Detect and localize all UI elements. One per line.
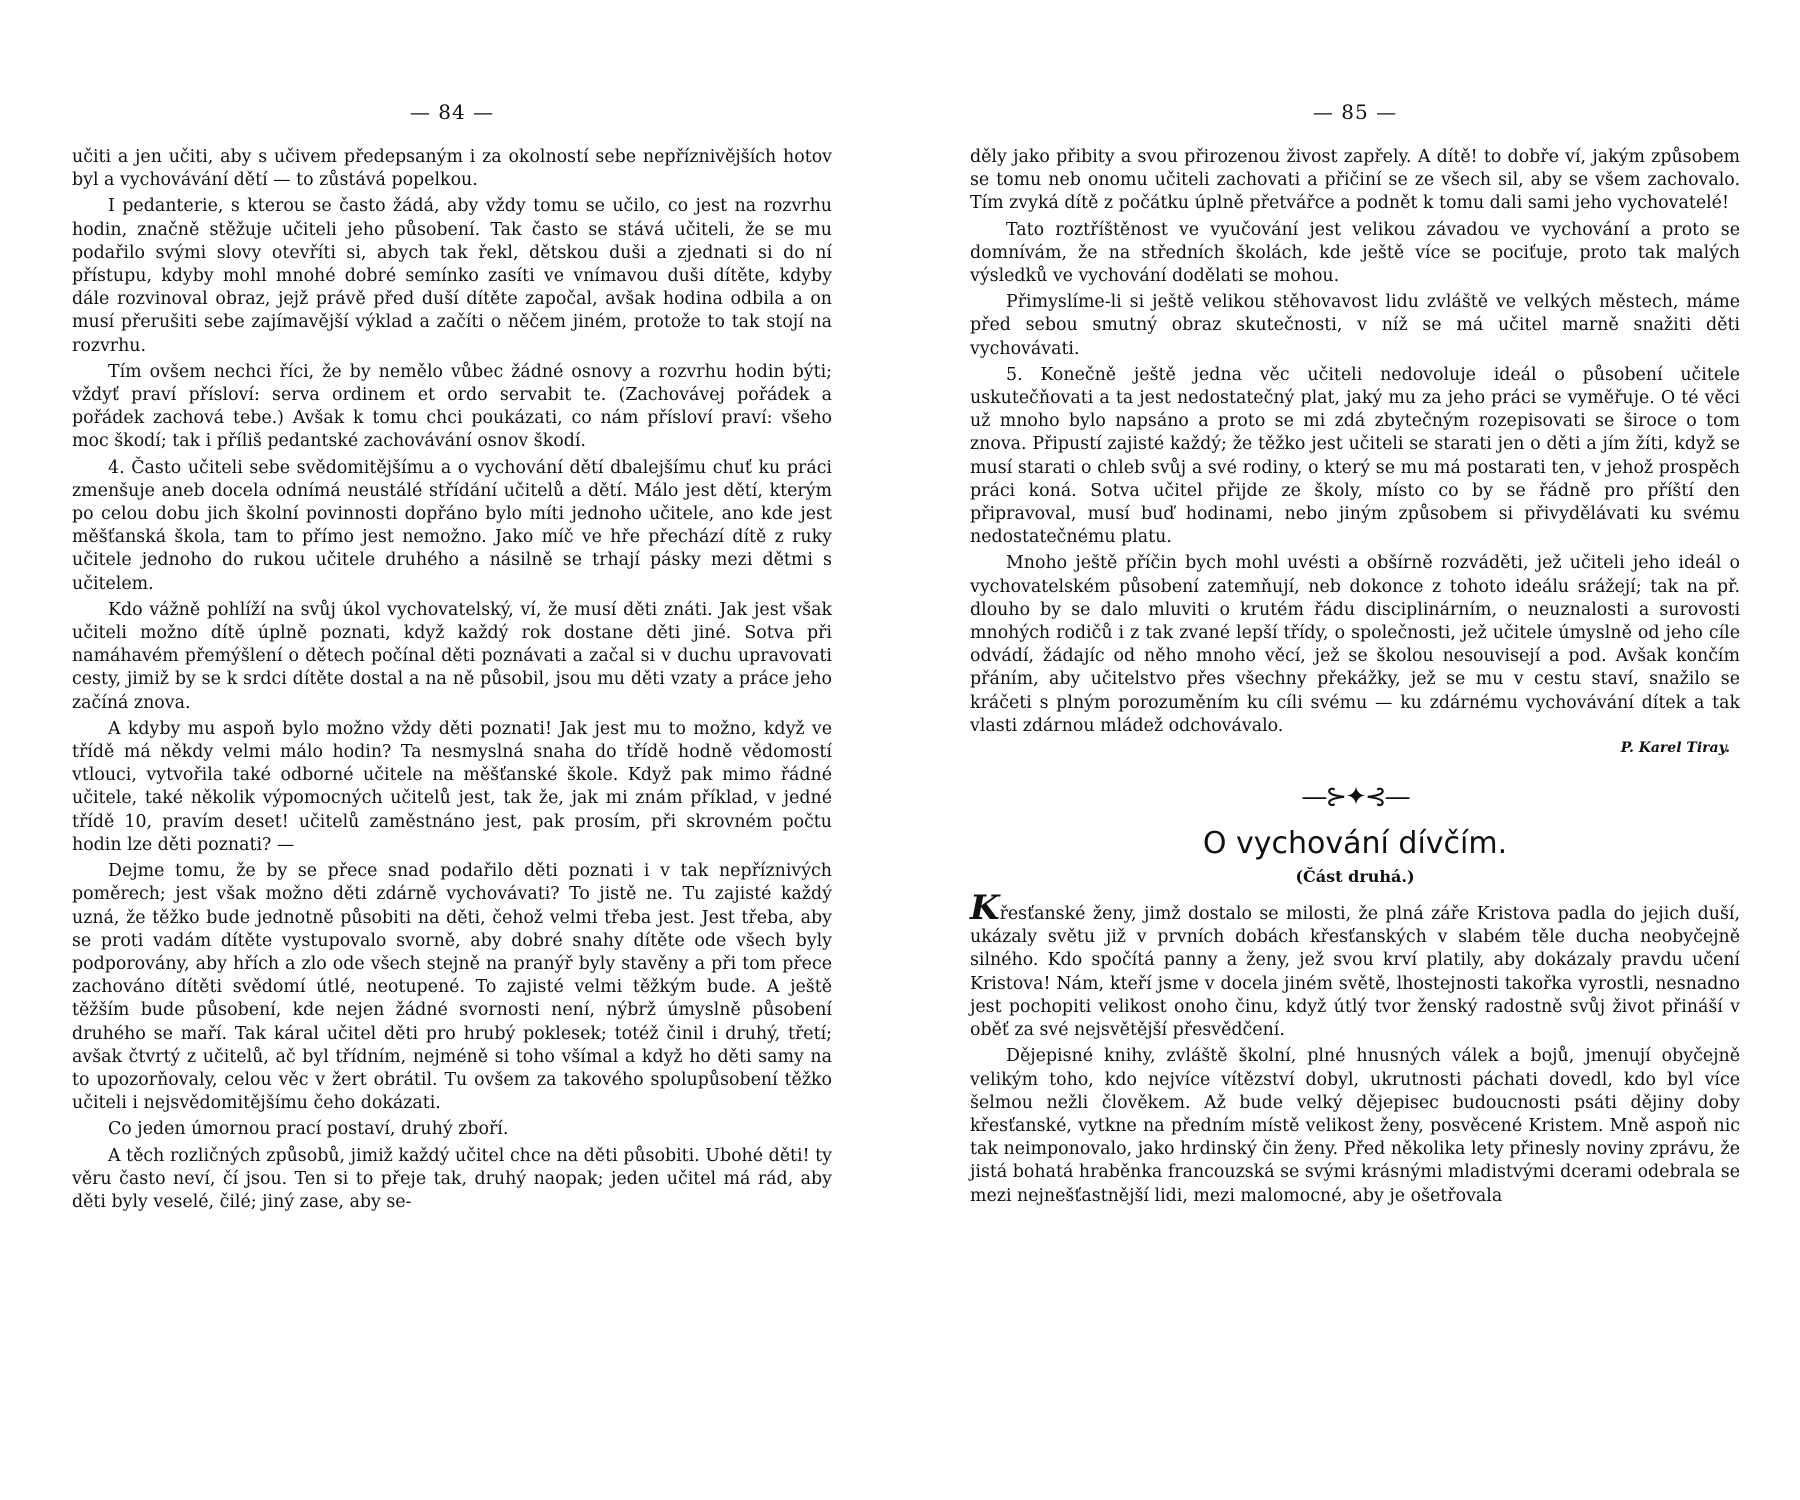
ornament-divider-icon: —⊱✦⊰— (1301, 782, 1409, 813)
left-page-text (72, 146, 832, 1214)
right-page-text (970, 146, 1740, 738)
page-number: — 85 — (1312, 100, 1398, 124)
paragraph: I pedanterie, s kterou se často žádá, aby vždy tomu se učilo, co jest na rozvrhu hodin, značně stěžuje učiteli jeho působení. Tak často se stává učiteli, že se mu podařilo svými slovy otevříti si, abych tak řekl, dětskou duši a zjednati si do ní přístupu, kdyby mohl mnohé dobré semínko zasíti ve vnímavou duši dítěte, kdyby dále rozvinoval obraz, jejž právě před duší dítěte započal, avšak hodina odbila a on musí přerušiti sebe zajímavější výklad a začíti o něčem jiném, protože to tak stojí na rozvrhu. (72, 196, 832, 356)
paragraph: Tato roztříštěnost ve vyučování jest velikou závadou ve vychování a proto se domnívám, že na středních školách, kde ještě více se pociťuje, proto tak malých výsledků ve vychování dodělati se mohou. (970, 219, 1740, 287)
section-text (970, 888, 1740, 1208)
paragraph: 5. Konečně ještě jedna věc učiteli nedovoluje ideál o působení učitele uskutečňovati a ta jest nedostatečný plat, jaký mu za jeho práci se vyměřuje. O té věci už mnoho bylo napsáno a proto se mi zdá zbytečným rozepisovati se široce o tom znova. Připustí zajisté každý; že těžko jest učiteli se starati jen o děti a jím žíti, když se musí starati o chleb svůj a své rodiny, o který se mu má postarati ten, v jehož prospěch práci koná. Sotva učitel přijde ze školy, místo co by se řádně pro příští den připravoval, musí buď hodinami, nebo jiným způsobem si přivydělávati ku svému nedostatečnému platu. (970, 364, 1740, 548)
paragraph: A kdyby mu aspoň bylo možno vždy děti poznati! Jak jest mu to možno, když ve třídě má někdy velmi málo hodin? Ta nesmyslná snaha do třídě hodně vědomostí vtlouci, vytvořila také odborné učitele na měšťanské škole. Když pak mimo řádné učitele, také několik výpomocných učitelů jest, tak že, jak mi znám příklad, v jedné třídě 10, pravím deset! učitelů zaměstnáno jest, pak prosím, při skrovném počtu hodin lze děti poznati? — (72, 718, 832, 855)
section-title: O vychování dívčím. (1202, 826, 1508, 862)
page-number: — 84 — (409, 100, 495, 124)
paragraph-text: řesťanské ženy, jimž dostalo se milosti, že plná záře Kristova padla do jejich duší, ukázaly světu již v prvních dobách křesťanských v slabém těle ducha neobyčejně silného. Kdo spočítá panny a ženy, jež svou krví platily, aby dokázaly pravdu učení Kristova! Nám, kteří jsme v docela jiném světě, lhostejnosti takořka vyrostli, nesnadno jest pochopiti velikost onoho činu, když útlý tvor ženský radostně svůj život přináší v oběť za své nejsvětější přesvědčení. (970, 904, 1740, 1041)
paragraph: Co jeden úmornou prací postaví, druhý zboří. (108, 1119, 509, 1140)
drop-cap: K (970, 888, 1000, 929)
paragraph: Kdo vážně pohlíží na svůj úkol vychovatelský, ví, že musí děti znáti. Jak jest však učiteli možno dítě úplně poznati, když každý rok dostane děti jiné. Sotva při namáhavém přemýšlení o dětech počínal děti poznávati a začal si v duchu upravovati cesty, jimiž by se k srdci dítěte dostal a na ně působil, jsou mu děti vzaty a práce jeho začíná znova. (72, 599, 832, 713)
paragraph: 4. Často učiteli sebe svědomitějšímu a o vychování dětí dbalejšímu chuť ku práci zmenšuje aneb docela odnímá neustálé střídání učitelů a dětí. Málo jest dětí, kterým po celou dobu jich školní povinnosti dopřáno bylo míti jednoho učitele, ano kde jest měšťanská škola, tam to přímo jest nemožno. Jako míč ve hře přechází dítě z ruky učitele jednoho do rukou učitele druhého a násilně se trhají pásky mezi dětmi s učitelem. (72, 457, 832, 594)
section-subtitle: (Část druhá.) (1295, 867, 1415, 887)
paragraph: Přimyslíme-li si ještě velikou stěhovavost lidu zvláště ve velkých městech, máme před sebou smutný obraz skutečnosti, v níž se má učitel marně snažiti děti vychovávati. (970, 292, 1740, 359)
left-page (72, 100, 832, 1214)
paragraph: děly jako přibity a svou přirozenou živost zapřely. A dítě! to dobře ví, jakým způsobem se tomu neb onomu učiteli zachovati a přičiní se ze všech sil, aby se všem zachovalo. Tím zvyká dítě z počátku úplně přetvářce a podnět k tomu dali sami jeho vychovatelé! (970, 147, 1740, 214)
paragraph: Dejme tomu, že by se přece snad podařilo děti poznati i v tak nepříznivých poměrech; jest však možno děti zdárně vychovávati? To jistě ne. Tu zajisté každý uzná, že těžko bude jednotně působiti na děti, čehož velmi třeba jest. Jest třeba, aby se proti vadám dítěte vystupovalo svorně, aby dobré snahy dítěte ode všech byly podporovány, aby hřích a zlo ode všech stejně na pranýř byly stavěny a při tom přece zachováno dítěti svědomí útlé, neotupené. To zajisté velmi těžkým bude. A ještě těžším bude působení, kde nejen žádné svornosti není, nýbrž úmyslně působení druhého se maří. Tak káral učitel děti pro hrubý poklesek; totéž činil i druhý, třetí; avšak čtvrtý z učitelů, ač byl třídním, nejméně si toho všímal a když ho děti samy na to upozorňovaly, celou věc v žert obrátil. Tu ovšem za takového spolupůsobení těžko učiteli i nejsvědomitějšímu čeho dokázati. (72, 861, 832, 1114)
paragraph: Tím ovšem nechci říci, že by nemělo vůbec žádné osnovy a rozvrhu hodin býti; vždyť praví přísloví: serva ordinem et ordo servabit te. (Zachovávej pořádek a pořádek zachová tebe.) Avšak k tomu chci poukázati, co nám přísloví praví: všeho moc škodí; tak i příliš pedantské zachovávání osnov škodí. (72, 361, 832, 452)
author-signature: P. Karel Tiray. (1620, 740, 1730, 757)
paragraph (970, 888, 1740, 1042)
paragraph: Dějepisné knihy, zvláště školní, plné hnusných válek a bojů, jmenují obyčejně velikým toho, kdo nejvíce vítězství dobyl, ukrutnosti páchati dovedl, kdo byl více šelmou nežli člověkem. Až bude velký dějepisec budoucnosti psáti dějiny doby křesťanské, vytkne na předním místě velikost ženy, posvěcené Kristem. Mně aspoň nic tak neimponovalo, jako hrdinský čin ženy. Před několika lety přinesly noviny zprávu, že jistá bohatá hraběnka francouzská se svými krásnými mladistvými dcerami odebrala se mezi nejnešťastnější lidi, mezi malomocné, aby je ošetřovala (970, 1046, 1740, 1206)
paragraph: A těch rozličných způsobů, jimiž každý učitel chce na děti působiti. Ubohé děti! ty věru často neví, čí jsou. Ten si to přeje tak, druhý naopak; jeden učitel má rád, aby děti byly veselé, čilé; jiný zase, aby se- (72, 1145, 832, 1212)
right-page (970, 100, 1740, 1208)
paragraph: Mnoho ještě příčin bych mohl uvésti a obšírně rozváděti, jež učiteli jeho ideál o vychovatelském působení zatemňují, neb dokonce z tohoto ideálu srážejí; tak na př. dlouho by se dalo mluviti o krutém řádu disciplinárním, o neuznalosti a surovosti mnohých rodičů i z tak zvané lepší třídy, o společnosti, jež učitele úmyslně od jeho cíle odvádí, žádajíc od něho mnoho věcí, jež se školou nesouvisejí a pod. Avšak končím přáním, aby učitelstvo přes všechny překážky, jež se mu v cestu staví, snažilo se kráčeti s plným porozuměním ku cíli svému — ku zdárnému vychovávání dítek a tak vlasti zdárnou mládež odchovávalo. (970, 553, 1740, 736)
paragraph: učiti a jen učiti, aby s učivem předepsaným i za okolností sebe nepříznivějších hotov byl a vychovávání dětí — to zůstává popelkou. (72, 147, 832, 191)
